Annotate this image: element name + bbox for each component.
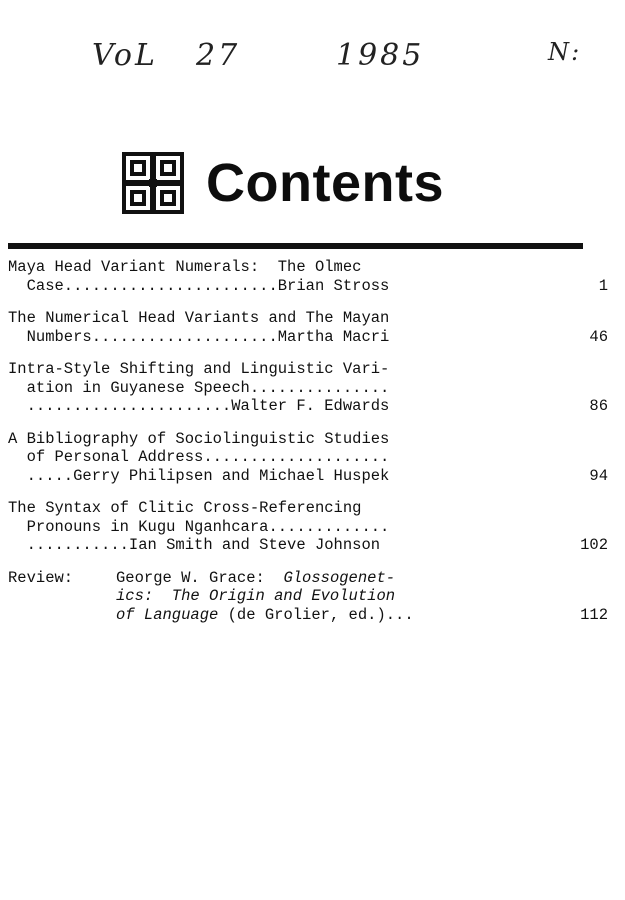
toc-entry[interactable]: [8, 499, 608, 555]
table-of-contents: [8, 258, 608, 638]
toc-entry[interactable]: [8, 309, 608, 346]
toc-line: ...........Ian Smith and Steve Johnson: [8, 536, 381, 554]
toc-line: .....Gerry Philipsen and Michael Huspek: [8, 466, 390, 485]
review-book-title: Glossogenet-: [283, 568, 396, 587]
review-book-title: ics: The Origin and Evolution: [116, 587, 396, 605]
toc-page-number: 112: [580, 605, 608, 624]
review-book-title: of Language: [116, 605, 219, 624]
toc-entry[interactable]: [8, 360, 608, 416]
toc-line: A Bibliography of Sociolinguistic Studies: [8, 429, 390, 448]
toc-page-number: 94: [589, 466, 608, 485]
toc-line: Maya Head Variant Numerals: The Olmec: [8, 258, 362, 276]
toc-page-number: 1: [598, 276, 608, 295]
toc-line: ation in Guyanese Speech...............: [8, 378, 390, 397]
toc-line: Intra-Style Shifting and Linguistic Vari-: [8, 360, 390, 378]
toc-line: ......................Walter F. Edwards: [8, 397, 390, 415]
title-divider: [8, 243, 583, 249]
review-author: George W. Grace:: [116, 568, 284, 587]
toc-line: The Syntax of Clitic Cross-Referencing: [8, 499, 362, 517]
toc-line: Case.......................Brian Stross: [8, 276, 390, 295]
toc-page-number: 102: [580, 536, 608, 554]
handwritten-issue-label: N:: [548, 38, 583, 66]
contents-header: [122, 148, 444, 218]
toc-review-entry[interactable]: [8, 569, 608, 625]
review-label: Review:: [8, 568, 74, 587]
handwritten-volume-label: VoL: [92, 38, 158, 73]
toc-line: Pronouns in Kugu Nganhcara.............: [8, 517, 390, 536]
review-editor: (de Grolier, ed.)...: [218, 605, 414, 624]
toc-line: of Personal Address....................: [8, 448, 390, 466]
page-title: Contents: [206, 153, 444, 213]
toc-line: Numbers....................Martha Macri: [8, 327, 390, 346]
toc-line: [116, 569, 608, 588]
handwritten-year: 1985: [336, 38, 425, 73]
toc-line: The Numerical Head Variants and The Mayan: [8, 309, 390, 327]
toc-page-number: 46: [589, 327, 608, 346]
journal-logo-icon: [122, 152, 184, 214]
toc-page-number: 86: [589, 397, 608, 415]
toc-entry[interactable]: [8, 258, 608, 295]
toc-entry[interactable]: [8, 430, 608, 486]
handwritten-volume-number: 27: [196, 38, 241, 73]
